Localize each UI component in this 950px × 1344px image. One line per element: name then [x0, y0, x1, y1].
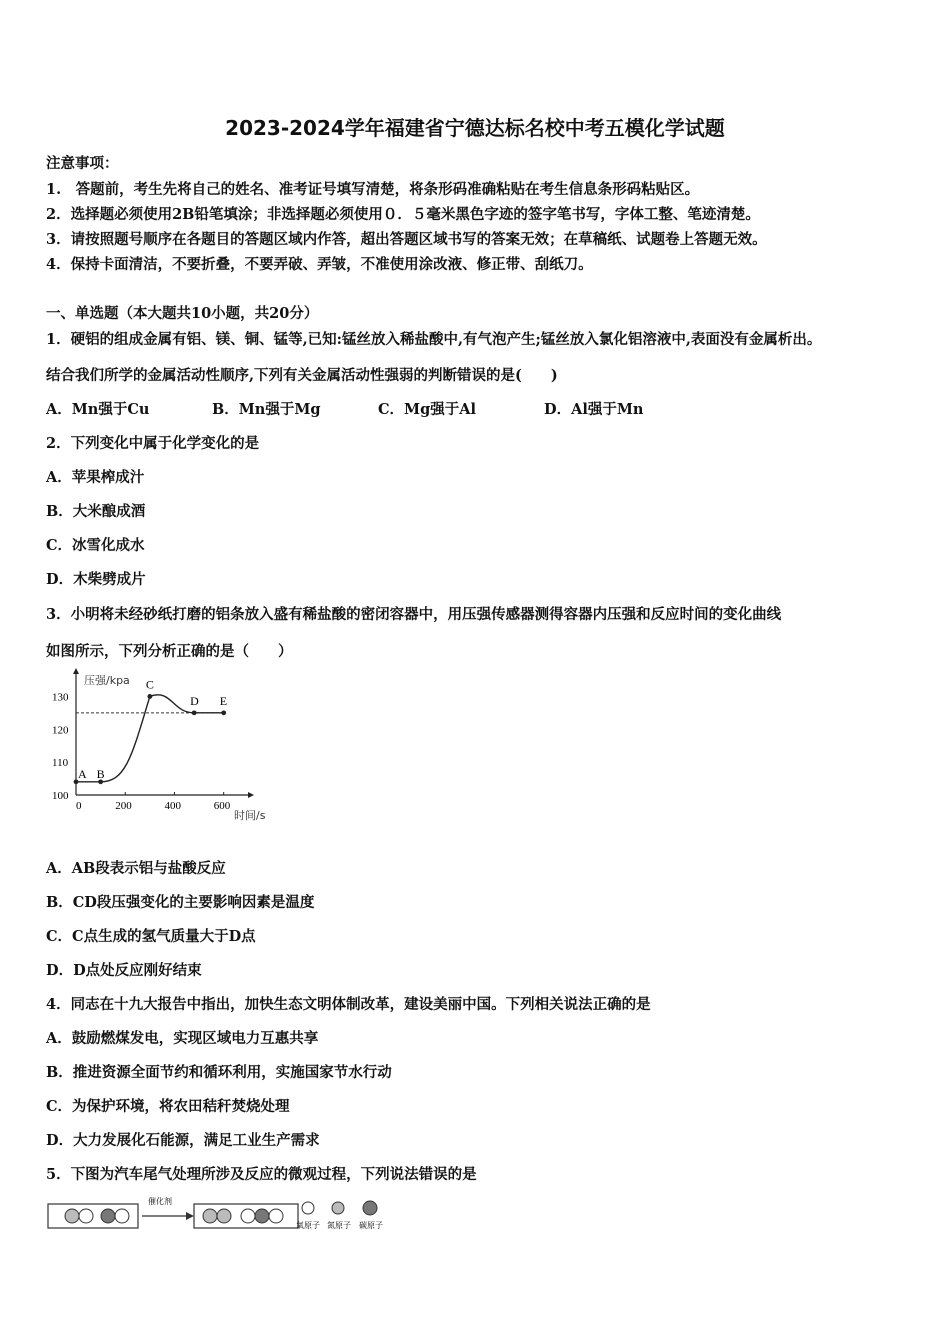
reactant-molecule-1 — [65, 1209, 93, 1223]
y-tick-label: 110 — [52, 757, 69, 770]
y-axis-arrow-icon — [73, 668, 79, 674]
q1-option-d: D．Al强于Mn — [544, 401, 644, 418]
carbon-atom-icon — [255, 1209, 269, 1223]
q3-option-b: B．CD段压强变化的主要影响因素是温度 — [46, 894, 315, 911]
notice-item-4: 4．保持卡面清洁，不要折叠，不要弄破、弄皱，不准使用涂改液、修正带、刮纸刀。 — [46, 256, 593, 273]
section-heading: 一、单选题（本大题共10小题，共20分） — [46, 305, 319, 322]
q2-option-b: B．大米酿成酒 — [46, 503, 146, 520]
nitrogen-atom-icon — [217, 1209, 231, 1223]
q3-option-d: D．D点处反应刚好结束 — [46, 962, 202, 979]
notice-item-3: 3．请按照题号顺序在各题目的答题区域内作答，超出答题区域书写的答案无效；在草稿纸、试题卷上答题无效。 — [46, 231, 767, 248]
legend-label-nitrogen: 氮原子 — [327, 1221, 351, 1230]
q4-option-b: B．推进资源全面节约和循环利用，实施国家节水行动 — [46, 1064, 392, 1081]
oxygen-atom-icon — [79, 1209, 93, 1223]
pressure-time-chart — [46, 668, 266, 828]
x-axis-arrow-icon — [248, 792, 254, 798]
legend-label-carbon: 碳原子 — [359, 1221, 383, 1230]
legend-carbon-icon — [363, 1201, 377, 1215]
x-axis-label: 时间/s — [234, 809, 266, 822]
point-label-d: D — [190, 693, 199, 708]
y-tick-label: 100 — [52, 790, 69, 802]
point-label-c: C — [145, 677, 154, 692]
q1-option-b: B．Mn强于Mg — [212, 401, 321, 418]
x-tick-label: 200 — [115, 800, 132, 812]
carbon-atom-icon — [101, 1209, 115, 1223]
oxygen-atom-icon — [241, 1209, 255, 1223]
oxygen-atom-icon — [115, 1209, 129, 1223]
page-title: 2023-2024学年福建省宁德达标名校中考五模化学试题 — [225, 116, 725, 140]
q5-stem: 5．下图为汽车尾气处理所涉及反应的微观过程，下列说法错误的是 — [46, 1166, 477, 1183]
legend-oxygen-icon — [302, 1202, 314, 1214]
q2-stem: 2．下列变化中属于化学变化的是 — [46, 435, 260, 452]
nitrogen-atom-icon — [65, 1209, 79, 1223]
q3-option-a: A．AB段表示铝与盐酸反应 — [46, 860, 226, 877]
data-point-e — [221, 710, 226, 715]
product-molecule-1 — [203, 1209, 231, 1223]
q1-options — [46, 398, 643, 419]
catalyst-label: 催化剂 — [148, 1197, 172, 1206]
y-tick-label: 120 — [52, 724, 69, 737]
q2-option-c: C．冰雪化成水 — [46, 537, 145, 554]
reactant-molecule-2 — [101, 1209, 129, 1223]
notice-item-2: 2．选择题必须使用2B铅笔填涂；非选择题必须使用０．５毫米黑色字迹的签字笔书写，字体工整、笔迹清楚。 — [46, 206, 760, 223]
data-point-d — [192, 710, 197, 715]
notice-heading: 注意事项： — [46, 155, 119, 172]
notice-item-1: 1. 答题前，考生先将自己的姓名、准考证号填写清楚，将条形码准确粘贴在考生信息条形码粘贴区。 — [46, 181, 700, 198]
q2-option-d: D．木柴劈成片 — [46, 571, 146, 588]
q2-option-a: A．苹果榨成汁 — [46, 469, 145, 486]
q1-option-c: C．Mg强于Al — [378, 401, 476, 418]
oxygen-atom-icon — [269, 1209, 283, 1223]
data-point-c — [147, 694, 152, 699]
x-tick-label: 0 — [76, 800, 82, 812]
y-tick-label: 130 — [52, 691, 69, 704]
q3-option-c: C．C点生成的氢气质量大于D点 — [46, 928, 256, 945]
q3-stem-line2: 如图所示，下列分析正确的是（ ） — [46, 643, 293, 660]
legend-label-oxygen: 氧原子 — [296, 1221, 320, 1230]
q4-option-d: D．大力发展化石能源，满足工业生产需求 — [46, 1132, 320, 1149]
point-label-a: A — [78, 766, 87, 781]
arrow-head-icon — [186, 1212, 194, 1220]
legend-nitrogen-icon — [332, 1202, 344, 1214]
q1-stem-line2: 结合我们所学的金属活动性顺序,下列有关金属活动性强弱的判断错误的是( ) — [46, 367, 558, 384]
q4-option-c: C．为保护环境，将农田秸秆焚烧处理 — [46, 1098, 290, 1115]
product-molecule-2 — [241, 1209, 283, 1223]
q4-stem: 4．同志在十九大报告中指出，加快生态文明体制改革，建设美丽中国。下列相关说法正确的是 — [46, 996, 651, 1013]
y-axis-label: 压强/kpa — [84, 674, 130, 687]
nitrogen-atom-icon — [203, 1209, 217, 1223]
point-label-e: E — [219, 693, 228, 708]
q4-option-a: A．鼓励燃煤发电，实现区域电力互惠共享 — [46, 1030, 319, 1047]
reaction-diagram — [46, 1196, 406, 1236]
legend — [296, 1201, 383, 1230]
x-tick-label: 400 — [164, 800, 181, 812]
q1-stem-line1: 1．硬铝的组成金属有铝、镁、铜、锰等,已知:锰丝放入稀盐酸中,有气泡产生;锰丝放入氯化铝溶液中,表面没有金属析出。 — [46, 331, 822, 348]
x-tick-label: 600 — [213, 800, 231, 812]
q1-option-a: A．Mn强于Cu — [46, 401, 150, 418]
q3-stem-line1: 3．小明将未经砂纸打磨的铝条放入盛有稀盐酸的密闭容器中，用压强传感器测得容器内压强和反应时间的变化曲线 — [46, 606, 782, 623]
point-label-b: B — [96, 766, 105, 781]
